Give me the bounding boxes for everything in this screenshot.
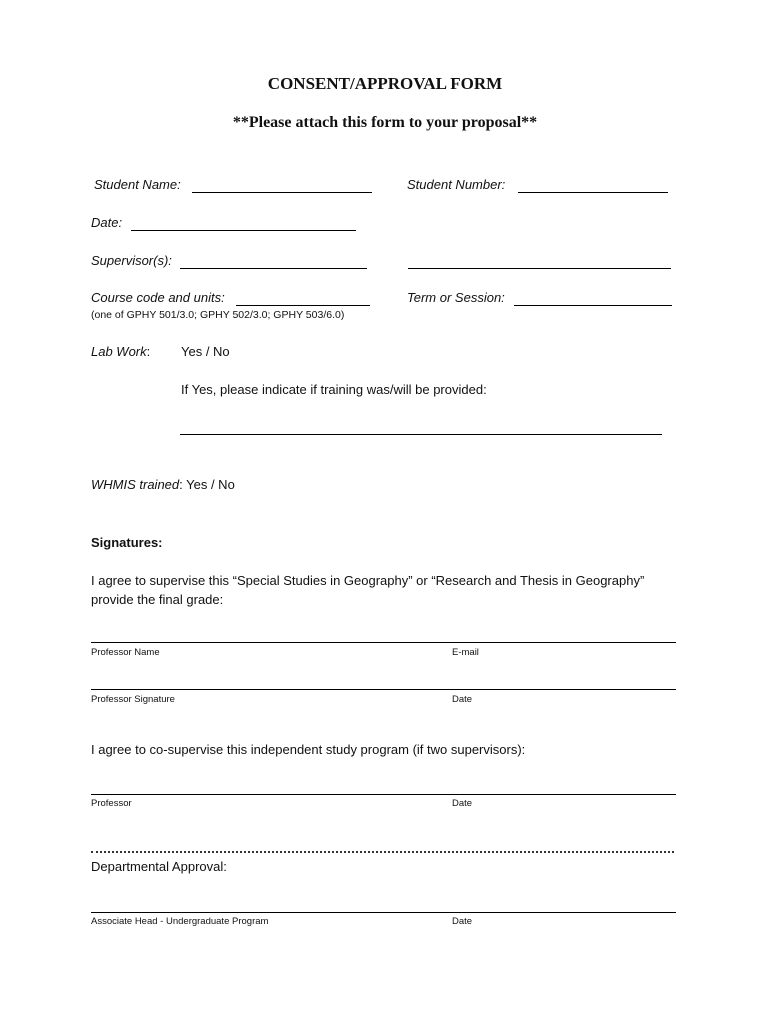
student-name-input-line[interactable] — [192, 192, 372, 193]
supervisor-1-input-line[interactable] — [180, 268, 367, 269]
professor-name-caption: Professor Name — [91, 647, 160, 658]
supervisor-2-input-line[interactable] — [408, 268, 671, 269]
co-professor-line[interactable] — [91, 794, 676, 795]
signatures-heading: Signatures: — [91, 535, 163, 550]
departmental-approval-heading: Departmental Approval: — [91, 859, 227, 874]
course-code-label: Course code and units: — [91, 290, 225, 305]
cosupervise-agreement-text: I agree to co-supervise this independent study program (if two supervisors): — [91, 742, 526, 757]
associate-head-line[interactable] — [91, 912, 676, 913]
signature-date-caption: Date — [452, 694, 473, 705]
course-code-note: (one of GPHY 501/3.0; GPHY 502/3.0; GPHY 503/6.0) — [91, 309, 345, 321]
term-label: Term or Session: — [407, 290, 505, 305]
training-prompt: If Yes, please indicate if training was/will be provided: — [181, 382, 487, 397]
supervisors-label: Supervisor(s): — [91, 253, 172, 268]
term-input-line[interactable] — [514, 305, 672, 306]
dotted-separator — [91, 851, 674, 853]
co-date-caption: Date — [452, 798, 473, 809]
whmis-colon: : — [179, 477, 183, 492]
professor-name-line[interactable] — [91, 642, 676, 643]
whmis-label: WHMIS trained — [91, 477, 180, 492]
form-title: CONSENT/APPROVAL FORM — [267, 74, 503, 93]
lab-work-options[interactable]: Yes / No — [181, 344, 230, 359]
training-input-line[interactable] — [180, 434, 662, 435]
associate-head-caption: Associate Head - Undergraduate Program — [91, 916, 269, 927]
lab-work-row — [91, 344, 150, 359]
lab-work-label: Lab Work — [91, 344, 147, 359]
form-subtitle: **Please attach this form to your proposal** — [232, 114, 538, 131]
email-caption: E-mail — [452, 647, 479, 658]
co-professor-caption: Professor — [91, 798, 132, 809]
professor-signature-line[interactable] — [91, 689, 676, 690]
course-code-input-line[interactable] — [236, 305, 370, 306]
lab-work-colon: : — [146, 344, 151, 359]
approval-date-caption: Date — [452, 916, 473, 927]
whmis-options[interactable]: Yes / No — [182, 477, 235, 492]
whmis-row — [91, 477, 235, 492]
date-label: Date: — [91, 215, 123, 230]
supervise-agreement-text: I agree to supervise this “Special Studies in Geography” or “Research and Thesis in Geography” provide the final grade: — [91, 573, 645, 607]
student-number-input-line[interactable] — [518, 192, 668, 193]
student-number-label: Student Number: — [407, 177, 506, 192]
professor-signature-caption: Professor Signature — [91, 694, 175, 705]
date-input-line[interactable] — [131, 230, 356, 231]
student-name-label: Student Name: — [94, 177, 181, 192]
